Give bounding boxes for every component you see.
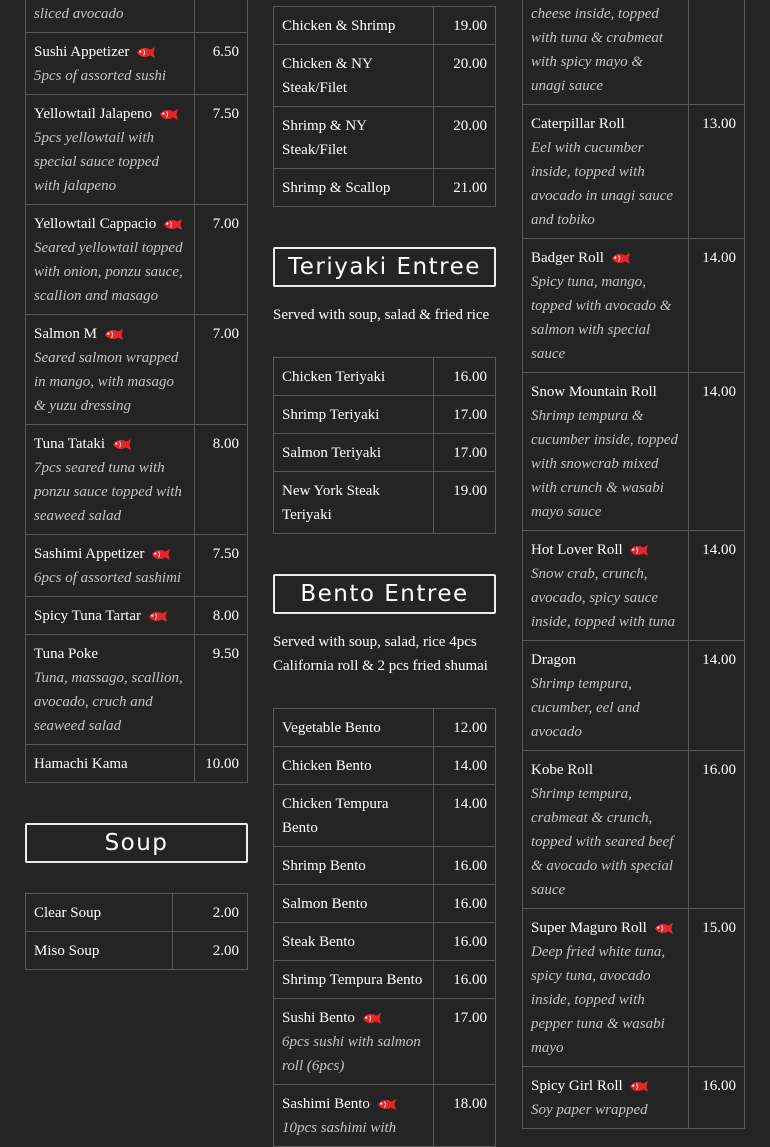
menu-item-description: 10pcs sashimi with xyxy=(282,1120,397,1136)
menu-item-name: Yellowtail Cappacio xyxy=(34,216,157,232)
menu-row xyxy=(523,373,745,531)
menu-item-name: Sushi Appetizer xyxy=(34,44,130,60)
menu-item-name: Shrimp Tempura Bento xyxy=(282,972,423,988)
menu-row xyxy=(274,961,496,999)
menu-item-description: Shrimp tempura, cucumber, eel and avocado xyxy=(531,676,640,740)
menu-item-price: 16.00 xyxy=(689,1067,745,1129)
menu-row xyxy=(26,635,248,745)
menu-row xyxy=(26,745,248,783)
menu-item-price: 14.00 xyxy=(689,641,745,751)
menu-item-price: 12.00 xyxy=(434,709,496,747)
menu-item-price: 13.00 xyxy=(689,105,745,239)
combo-table xyxy=(273,6,496,207)
red-fish-icon xyxy=(361,1012,382,1025)
menu-item-price: 19.00 xyxy=(434,472,496,534)
red-fish-icon xyxy=(628,1080,649,1093)
menu-item-name: New York Steak Teriyaki xyxy=(282,483,380,523)
menu-item-description: Seared salmon wrapped in mango, with masago & yuzu dressing xyxy=(34,350,179,414)
menu-row xyxy=(274,472,496,534)
menu-item-name: Chicken Tempura Bento xyxy=(282,796,389,836)
menu-row xyxy=(274,1085,496,1147)
menu-item-name: Steak Bento xyxy=(282,934,355,950)
menu-item-description: Eel with cucumber inside, topped with avocado in unagi sauce and tobiko xyxy=(531,140,674,228)
menu-row xyxy=(274,847,496,885)
menu-item-cell xyxy=(274,961,434,999)
menu-item-name: Chicken & NY Steak/Filet xyxy=(282,56,373,96)
menu-item-price: 16.00 xyxy=(689,751,745,909)
menu-item-cell xyxy=(274,885,434,923)
menu-item-price: 7.50 xyxy=(195,95,248,205)
menu-item-price: 2.00 xyxy=(173,932,248,970)
menu-item-cell xyxy=(523,531,689,641)
red-fish-icon xyxy=(653,922,674,935)
menu-item-price: 16.00 xyxy=(434,885,496,923)
menu-row xyxy=(523,909,745,1067)
red-fish-icon xyxy=(135,46,156,59)
menu-item-price: 14.00 xyxy=(434,785,496,847)
menu-item-name: Tuna Poke xyxy=(34,646,99,662)
menu-item-name: Chicken & Shrimp xyxy=(282,18,396,34)
red-fish-icon xyxy=(158,108,179,121)
menu-item-cell xyxy=(26,535,195,597)
menu-item-description: Soy paper wrapped xyxy=(531,1102,648,1118)
menu-item-name: Dragon xyxy=(531,652,576,668)
menu-item-cell xyxy=(523,105,689,239)
menu-item-description: Shrimp tempura & cucumber inside, topped with snowcrab mixed with crunch & wasabi mayo sauce xyxy=(531,408,679,520)
menu-row xyxy=(26,95,248,205)
menu-row xyxy=(274,923,496,961)
menu-item-cell xyxy=(26,894,173,932)
red-fish-icon xyxy=(150,548,171,561)
red-fish-icon xyxy=(162,218,183,231)
menu-item-price: 19.00 xyxy=(434,7,496,45)
menu-item-cell xyxy=(274,785,434,847)
menu-item-name: Chicken Bento xyxy=(282,758,372,774)
menu-item-price xyxy=(195,0,248,33)
menu-item-description: Tuna, massago, scallion, avocado, cruch and seaweed salad xyxy=(34,670,183,734)
menu-item-cell xyxy=(26,95,195,205)
red-fish-icon xyxy=(610,252,631,265)
menu-item-cell xyxy=(523,239,689,373)
menu-item-price: 16.00 xyxy=(434,923,496,961)
section-title-bento: Bento Entree xyxy=(273,574,496,614)
menu-item-name: Sashimi Appetizer xyxy=(34,546,145,562)
menu-item-name: Clear Soup xyxy=(34,905,102,921)
menu-item-cell xyxy=(26,425,195,535)
menu-item-cell xyxy=(523,909,689,1067)
menu-item-price: 6.50 xyxy=(195,33,248,95)
menu-item-name: Yellowtail Jalapeno xyxy=(34,106,153,122)
menu-item-name: Shrimp & Scallop xyxy=(282,180,391,196)
menu-item-price: 9.50 xyxy=(195,635,248,745)
menu-item-cell xyxy=(26,33,195,95)
menu-row xyxy=(274,434,496,472)
menu-item-description: Shrimp tempura, crabmeat & crunch, topped with seared beef & avocado with special sauce xyxy=(531,786,674,898)
menu-item-cell xyxy=(26,0,195,33)
menu-item-description: Snow crab, crunch, avocado, spicy sauce inside, topped with tuna xyxy=(531,566,676,630)
menu-row xyxy=(274,999,496,1085)
menu-column-2 xyxy=(273,6,496,1147)
menu-item-cell xyxy=(26,635,195,745)
appetizer-table xyxy=(25,0,248,783)
menu-item-price: 16.00 xyxy=(434,847,496,885)
menu-row xyxy=(274,107,496,169)
menu-item-cell xyxy=(274,434,434,472)
menu-item-cell xyxy=(274,7,434,45)
menu-item-cell xyxy=(274,1085,434,1147)
menu-item-name: Chicken Teriyaki xyxy=(282,369,386,385)
soup-table xyxy=(25,893,248,970)
menu-item-cell xyxy=(523,751,689,909)
menu-item-name: Vegetable Bento xyxy=(282,720,381,736)
menu-row xyxy=(274,709,496,747)
menu-item-name: Tuna Tataki xyxy=(34,436,106,452)
menu-row xyxy=(274,7,496,45)
menu-item-cell xyxy=(274,999,434,1085)
bento-table xyxy=(273,708,496,1147)
menu-item-cell xyxy=(523,641,689,751)
menu-item-price: 10.00 xyxy=(195,745,248,783)
menu-column-3 xyxy=(522,0,745,1129)
menu-item-name: Super Maguro Roll xyxy=(531,920,647,936)
menu-item-description: Deep fried white tuna, spicy tuna, avocado inside, topped with pepper tuna & wasabi mayo xyxy=(531,944,666,1056)
menu-item-price xyxy=(689,0,745,105)
menu-row xyxy=(26,315,248,425)
menu-item-price: 16.00 xyxy=(434,358,496,396)
menu-item-name: Hot Lover Roll xyxy=(531,542,623,558)
menu-row xyxy=(274,785,496,847)
menu-item-name: Sushi Bento xyxy=(282,1010,355,1026)
menu-item-price: 20.00 xyxy=(434,45,496,107)
menu-item-description: 7pcs seared tuna with ponzu sauce topped with seaweed salad xyxy=(34,460,182,524)
menu-item-description: 5pcs of assorted sushi xyxy=(34,68,167,84)
menu-row xyxy=(26,932,248,970)
menu-item-price: 17.00 xyxy=(434,434,496,472)
menu-row xyxy=(523,105,745,239)
menu-item-description: Seared yellowtail topped with onion, ponzu sauce, scallion and masago xyxy=(34,240,183,304)
menu-row xyxy=(26,535,248,597)
red-fish-icon xyxy=(111,438,132,451)
menu-item-cell xyxy=(274,747,434,785)
menu-item-name: Salmon Bento xyxy=(282,896,368,912)
menu-row xyxy=(26,33,248,95)
menu-item-cell xyxy=(274,709,434,747)
menu-item-cell xyxy=(26,745,195,783)
bento-note: Served with soup, salad, rice 4pcs California roll & 2 pcs fried shumai xyxy=(273,634,488,674)
menu-item-price: 2.00 xyxy=(173,894,248,932)
menu-row xyxy=(274,45,496,107)
menu-item-name: Shrimp & NY Steak/Filet xyxy=(282,118,367,158)
menu-item-name: Kobe Roll xyxy=(531,762,594,778)
menu-item-cell xyxy=(274,358,434,396)
menu-item-price: 15.00 xyxy=(689,909,745,1067)
menu-row xyxy=(26,894,248,932)
menu-item-cell xyxy=(26,315,195,425)
menu-item-name: Shrimp Teriyaki xyxy=(282,407,380,423)
special-roll-table xyxy=(522,0,745,1129)
teriyaki-table xyxy=(273,357,496,534)
menu-item-price: 17.00 xyxy=(434,999,496,1085)
section-title-soup: Soup xyxy=(25,823,248,863)
menu-item-cell xyxy=(523,373,689,531)
menu-item-price: 20.00 xyxy=(434,107,496,169)
menu-item-name: Snow Mountain Roll xyxy=(531,384,657,400)
menu-item-price: 14.00 xyxy=(689,239,745,373)
menu-item-cell xyxy=(26,932,173,970)
menu-item-name: Salmon M xyxy=(34,326,97,342)
menu-row xyxy=(523,0,745,105)
red-fish-icon xyxy=(147,610,168,623)
menu-row xyxy=(26,425,248,535)
menu-item-cell xyxy=(274,107,434,169)
menu-item-price: 14.00 xyxy=(689,531,745,641)
menu-item-description: 6pcs of assorted sashimi xyxy=(34,570,182,586)
menu-item-name: Shrimp Bento xyxy=(282,858,366,874)
menu-row xyxy=(523,531,745,641)
menu-item-cell xyxy=(523,0,689,105)
menu-item-name: Badger Roll xyxy=(531,250,604,266)
menu-row xyxy=(523,641,745,751)
red-fish-icon xyxy=(376,1098,397,1111)
menu-row xyxy=(26,0,248,33)
menu-column-1 xyxy=(25,0,248,970)
menu-item-description: 5pcs yellowtail with special sauce topped with jalapeno xyxy=(34,130,159,194)
menu-item-name: Hamachi Kama xyxy=(34,756,128,772)
menu-item-description: 6pcs sushi with salmon roll (6pcs) xyxy=(282,1034,421,1074)
menu-item-price: 7.00 xyxy=(195,315,248,425)
menu-item-price: 8.00 xyxy=(195,425,248,535)
menu-row xyxy=(523,1067,745,1129)
menu-item-cell xyxy=(274,923,434,961)
menu-row xyxy=(274,358,496,396)
red-fish-icon xyxy=(628,544,649,557)
menu-item-cell xyxy=(274,45,434,107)
menu-item-description: Spicy tuna, mango, topped with avocado & salmon with special sauce xyxy=(531,274,672,362)
menu-item-name: Spicy Girl Roll xyxy=(531,1078,623,1094)
teriyaki-note: Served with soup, salad & fried rice xyxy=(273,307,490,323)
menu-item-cell xyxy=(523,1067,689,1129)
menu-row xyxy=(26,597,248,635)
menu-item-name: Miso Soup xyxy=(34,943,100,959)
menu-item-name: Salmon Teriyaki xyxy=(282,445,382,461)
menu-item-price: 16.00 xyxy=(434,961,496,999)
menu-item-price: 21.00 xyxy=(434,169,496,207)
menu-item-cell xyxy=(26,205,195,315)
menu-item-price: 17.00 xyxy=(434,396,496,434)
menu-item-price: 14.00 xyxy=(689,373,745,531)
menu-row xyxy=(523,751,745,909)
menu-item-cell xyxy=(26,597,195,635)
menu-item-cell xyxy=(274,396,434,434)
menu-item-price: 7.00 xyxy=(195,205,248,315)
menu-item-price: 7.50 xyxy=(195,535,248,597)
menu-item-name: Spicy Tuna Tartar xyxy=(34,608,142,624)
menu-item-cell xyxy=(274,472,434,534)
menu-item-description: cheese inside, topped with tuna & crabmeat with spicy mayo & unagi sauce xyxy=(531,6,664,94)
menu-row xyxy=(274,396,496,434)
section-title-teriyaki: Teriyaki Entree xyxy=(273,247,496,287)
menu-item-description: sliced avocado xyxy=(34,6,124,22)
menu-row xyxy=(523,239,745,373)
menu-item-cell xyxy=(274,847,434,885)
red-fish-icon xyxy=(103,328,124,341)
menu-item-name: Sashimi Bento xyxy=(282,1096,370,1112)
menu-item-price: 14.00 xyxy=(434,747,496,785)
menu-item-name: Caterpillar Roll xyxy=(531,116,625,132)
menu-row xyxy=(274,885,496,923)
menu-item-cell xyxy=(274,169,434,207)
menu-row xyxy=(274,169,496,207)
menu-item-price: 18.00 xyxy=(434,1085,496,1147)
menu-row xyxy=(274,747,496,785)
menu-item-price: 8.00 xyxy=(195,597,248,635)
menu-row xyxy=(26,205,248,315)
